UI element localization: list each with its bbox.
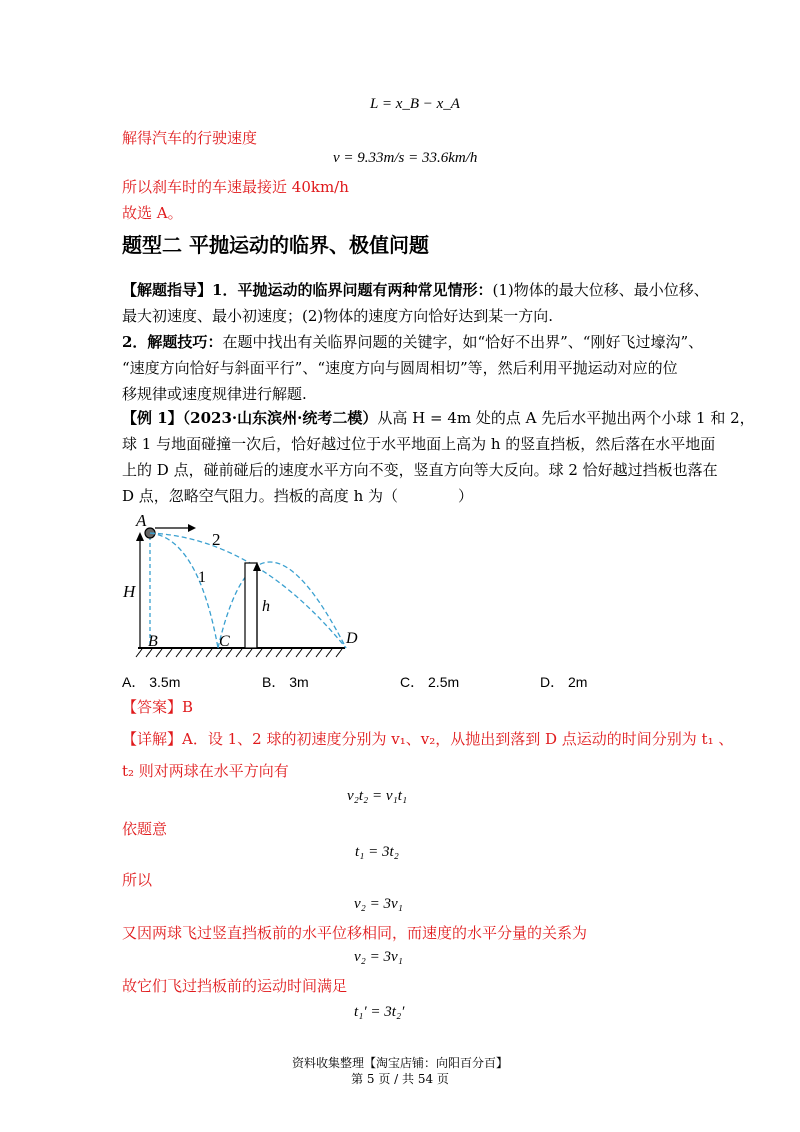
example-line-2: 球 1 与地面碰撞一次后，恰好越过位于水平地面上高为 h 的竖直挡板，然后落在水平地面 (122, 435, 716, 453)
guide-p2-bold: 2．解题技巧： (122, 333, 223, 351)
option-a-value: 3.5m (149, 674, 181, 690)
option-a-letter: A． (122, 674, 146, 690)
solution-text-1: 依题意 (122, 820, 168, 838)
example-source: （2023·山东滨州·统考二模） (182, 409, 378, 427)
label-big-h: H (123, 582, 136, 601)
answer-line: 【答案】B (122, 698, 194, 716)
guide-label: 【解题指导】 (122, 281, 213, 299)
label-trajectory-2: 2 (212, 530, 221, 549)
example-line-4: D 点，忽略空气阻力。挡板的高度 h 为（ ） (122, 487, 473, 505)
solution-eq-1: v₂t₂ = v₁t₁ (347, 788, 408, 804)
guide-p2-line3: 移规律或速度规律进行解题. (122, 385, 307, 403)
solution-eq-4: v₂ = 3v₁ (354, 949, 403, 965)
guide-p1-bold: 1．平抛运动的临界问题有两种常见情形： (212, 281, 493, 299)
option-d-letter: D． (540, 674, 565, 690)
guide-p2-rest: 在题中找出有关临界问题的关键字，如“恰好不出界”、“刚好飞过壕沟”、 (222, 333, 704, 351)
option-b (262, 672, 309, 692)
option-d-value: 2m (568, 674, 588, 690)
label-d: D (346, 630, 358, 647)
footer-source: 资料收集整理【淘宝店铺：向阳百分百】 (291, 1056, 508, 1070)
option-b-value: 3m (289, 674, 309, 690)
trajectory-1-bounce (218, 562, 346, 648)
label-c: C (219, 633, 230, 650)
trajectory-1-first (150, 533, 218, 648)
guide-paragraph-1 (122, 277, 709, 304)
h-arrow-head (136, 532, 144, 541)
solution-label: 【详解】 (122, 730, 183, 748)
option-c-letter: C． (400, 674, 425, 690)
solution-line-1 (122, 726, 733, 753)
solution-eq-2: t₁ = 3t₂ (355, 844, 399, 860)
example-l1-rest: 从高 H = 4m 处的点 A 先后水平抛出两个小球 1 和 2， (377, 409, 755, 427)
velocity-arrow-head (188, 524, 196, 532)
solution-text-4: 故它们飞过挡板前的运动时间满足 (122, 977, 348, 995)
example-line-3: 上的 D 点，碰前碰后的速度水平方向不变，竖直方向等大反向。球 2 恰好越过挡板也落在 (122, 461, 718, 479)
option-a (122, 672, 180, 692)
footer-page-number: 第 5 页 / 共 54 页 (351, 1072, 449, 1086)
guide-p1-line2: 最大初速度、最小初速度；(2)物体的速度方向恰好达到某一方向. (122, 307, 554, 325)
equation-speed: v = 9.33m/s = 33.6km/h (333, 150, 478, 166)
section-title: 题型二 平抛运动的临界、极值问题 (122, 233, 429, 257)
text-conclusion-speed: 所以刹车时的车速最接近 40km/h (122, 178, 349, 196)
option-b-letter: B． (262, 674, 286, 690)
guide-p1-rest: (1)物体的最大位移、最小位移、 (492, 281, 709, 299)
label-small-h: h (262, 598, 270, 615)
barrier-wall (245, 563, 257, 648)
solution-eq-5: t₁′ = 3t₂′ (354, 1004, 405, 1020)
solution-l1-text: A．设 1、2 球的初速度分别为 v₁、v₂，从抛出到落到 D 点运动的时间分别为 t₁ 、 (182, 730, 734, 748)
label-a: A (136, 511, 147, 530)
guide-paragraph-2 (122, 329, 703, 356)
solution-eq-3: v₂ = 3v₁ (354, 896, 403, 912)
text-solve-speed: 解得汽车的行驶速度 (122, 129, 258, 147)
option-d (540, 672, 587, 692)
option-c (400, 672, 459, 692)
solution-line-2: t₂ 则对两球在水平方向有 (122, 762, 289, 780)
solution-text-2: 所以 (122, 871, 153, 889)
label-b: B (148, 633, 158, 650)
solution-text-3: 又因两球飞过竖直挡板前的水平位移相同，而速度的水平分量的关系为 (122, 924, 588, 942)
projectile-diagram (110, 508, 370, 668)
label-trajectory-1: 1 (198, 569, 206, 586)
example-label: 【例 1】 (122, 409, 183, 427)
equation-displacement: L = x_B − x_A (370, 96, 460, 112)
option-c-value: 2.5m (428, 674, 460, 690)
guide-p2-line2: “速度方向恰好与斜面平行”、“速度方向与圆周相切”等，然后利用平抛运动对应的位 (122, 359, 678, 377)
ground-hatching (136, 649, 342, 657)
example-line-1 (122, 405, 755, 432)
text-choose-a: 故选 A。 (122, 204, 183, 222)
